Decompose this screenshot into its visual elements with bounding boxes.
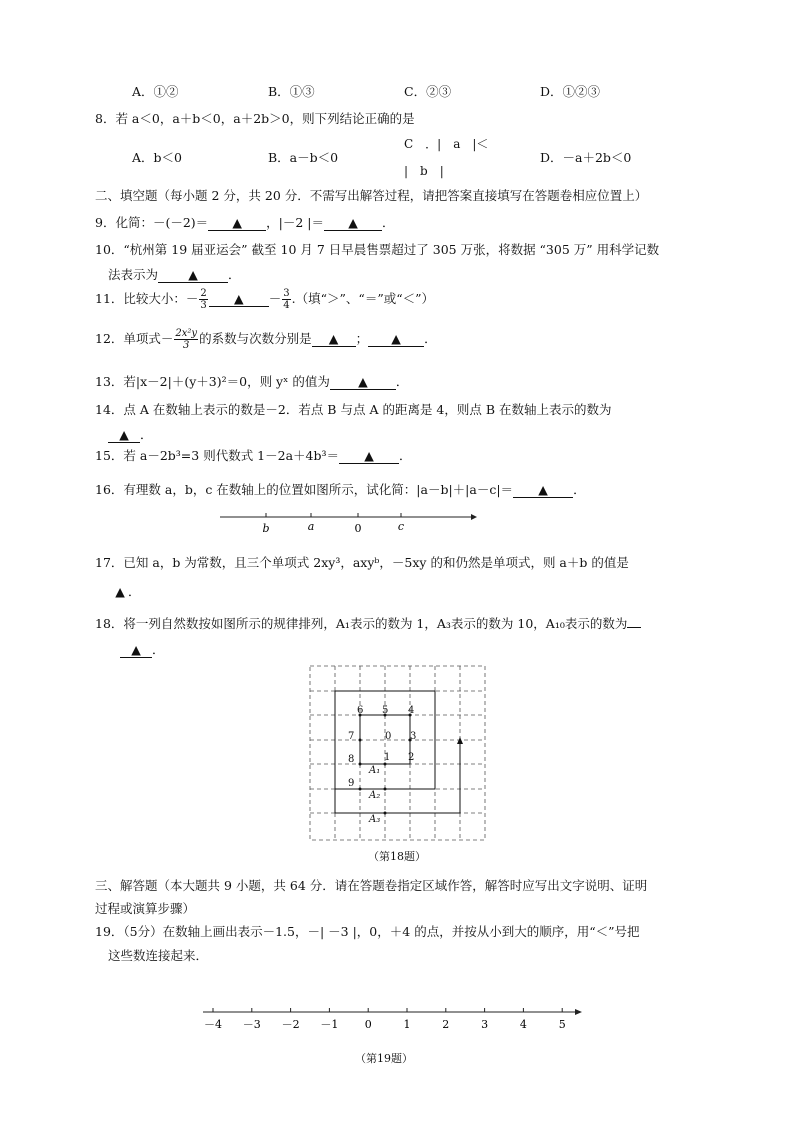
q19-tick-label: －3 [242,1018,261,1031]
q8-option-c-bottom: | b | [404,164,444,178]
q8-option-a: A．b＜0 [132,150,182,165]
q18-num-6: 6 [357,705,364,716]
q18-label-a3: A₃ [369,814,381,825]
q11: 11．比较大小：－ $\frac{2}{3}$ ▲ － $\frac{3}{4}$ .（填“＞”、“＝”或“＜”） [95,288,434,311]
q19-line2: 这些数连接起来． [108,948,209,963]
q15-blank: ▲ [339,449,399,464]
q19-tick-label: 3 [481,1018,489,1031]
q16-label-0: 0 [354,522,362,535]
q19-tick-label: －2 [281,1018,300,1031]
q18-num-3: 3 [410,731,417,742]
q17-blank: ▲ [115,584,125,599]
q17-line1: 17．已知 a，b 为常数，且三个单项式 2xy³，axyᵇ，－5xy 的和仍然是单项式，则 a＋b 的值是 [95,555,629,570]
q9: 9．化简：－(－2)＝ ▲ ，|－2 |＝ ▲ ． [95,215,395,230]
q18-num-2: 2 [408,752,415,763]
q9-blank-2: ▲ [324,216,382,231]
q15: 15．若 a－2b³=3 则代数式 1－2a＋4b³＝ ▲ ． [95,448,412,463]
q8-option-b: B．a－b＜0 [268,150,339,165]
q18-label-a1: A₁ [369,765,381,776]
q7-option-c: C．②③ [404,84,452,99]
q18-num-9: 9 [348,778,355,789]
q13: 13．若|x－2|＋(y＋3)²＝0，则 yˣ 的值为 ▲ ． [95,374,409,389]
q18-label-a2: A₂ [369,790,381,801]
q13-blank: ▲ [330,375,396,390]
q8-option-c-top: C ．| a |＜ [404,137,489,151]
q18-caption: （第18题） [368,850,426,863]
q14-blank: ▲ [108,428,140,443]
q16: 16．有理数 a，b，c 在数轴上的位置如图所示，试化简：|a－b|＋|a－c|＝ ▲ ． [95,482,586,497]
q19-caption: （第19题） [355,1052,413,1065]
q19-number-line [195,1002,590,1034]
q14-line2: ▲ ． [108,425,153,443]
q18-line1: 18．将一列自然数按如图所示的规律排列，A₁表示的数为 1，A₃表示的数为 10，A₁₀表示的数为 [95,614,641,632]
q19-tick-label: 4 [519,1018,527,1031]
q19-line1: 19．（5分）在数轴上画出表示－1.5，－| －3 |，0，＋4 的点，并按从小到大的顺序，用“＜”号把 [95,924,640,939]
q16-label-b: b [262,522,270,535]
q19-tick-label: －1 [320,1018,339,1031]
q18-spiral-figure [300,660,495,860]
q12: 12．单项式－ $\frac{\text{2x²y}}{3}$ 的系数与次数分别是 ▲ ； ▲ ． [95,328,437,351]
q18-num-1: 1 [384,752,391,763]
q16-number-line [215,506,480,538]
q14-line1: 14．点 A 在数轴上表示的数是－2．若点 B 与点 A 的距离是 4，则点 B 在数轴上表示的数为 [95,402,612,417]
q8-option-d: D．－a＋2b＜0 [540,150,632,165]
q18-blank: ▲ [120,643,152,658]
q16-blank: ▲ [513,483,573,498]
q19-tick-label: 0 [364,1018,372,1031]
q18-line2: ▲ ． [120,640,165,658]
q10-line1: 10．“杭州第 19 届亚运会” 截至 10 月 7 日早晨售票超过了 305 万张，将数据 “305 万” 用科学记数 [95,242,660,257]
q19-tick-label: 2 [442,1018,450,1031]
q19-tick-label: 1 [403,1018,411,1031]
q7-option-d: D．①②③ [540,84,601,99]
q18-num-7: 7 [348,731,355,742]
section3-heading-line2: 过程或演算步骤） [95,901,196,916]
q18-num-8: 8 [348,754,355,765]
section2-heading: 二、填空题（每小题 2 分，共 20 分．不需写出解答过程，请把答案直接填写在答题卷相应位置上） [95,188,648,203]
q18-num-0: 0 [385,731,392,742]
q17-line2: ▲ ． [112,582,141,600]
section3-heading-line1: 三、解答题（本大题共 9 小题，共 64 分．请在答题卷指定区域作答，解答时应写出文字说明、证明 [95,878,648,893]
q16-label-a: a [307,520,315,533]
q7-option-b: B．①③ [268,84,315,99]
q10-blank: ▲ [158,268,228,283]
q12-blank-1: ▲ [312,332,356,347]
q18-num-5: 5 [382,705,389,716]
q19-tick-label: －4 [204,1018,222,1031]
q12-blank-2: ▲ [368,332,424,347]
q10-line2: 法表示为 ▲ ． [108,267,241,282]
q8-stem: 8．若 a＜0，a＋b＜0，a＋2b＞0，则下列结论正确的是 [95,111,415,126]
q19-tick-label: 5 [558,1018,566,1031]
q18-num-4: 4 [408,705,415,716]
q11-blank: ▲ [209,292,269,307]
q16-label-c: c [397,520,405,533]
q9-blank-1: ▲ [208,216,266,231]
q7-option-a: A．①② [132,84,179,99]
